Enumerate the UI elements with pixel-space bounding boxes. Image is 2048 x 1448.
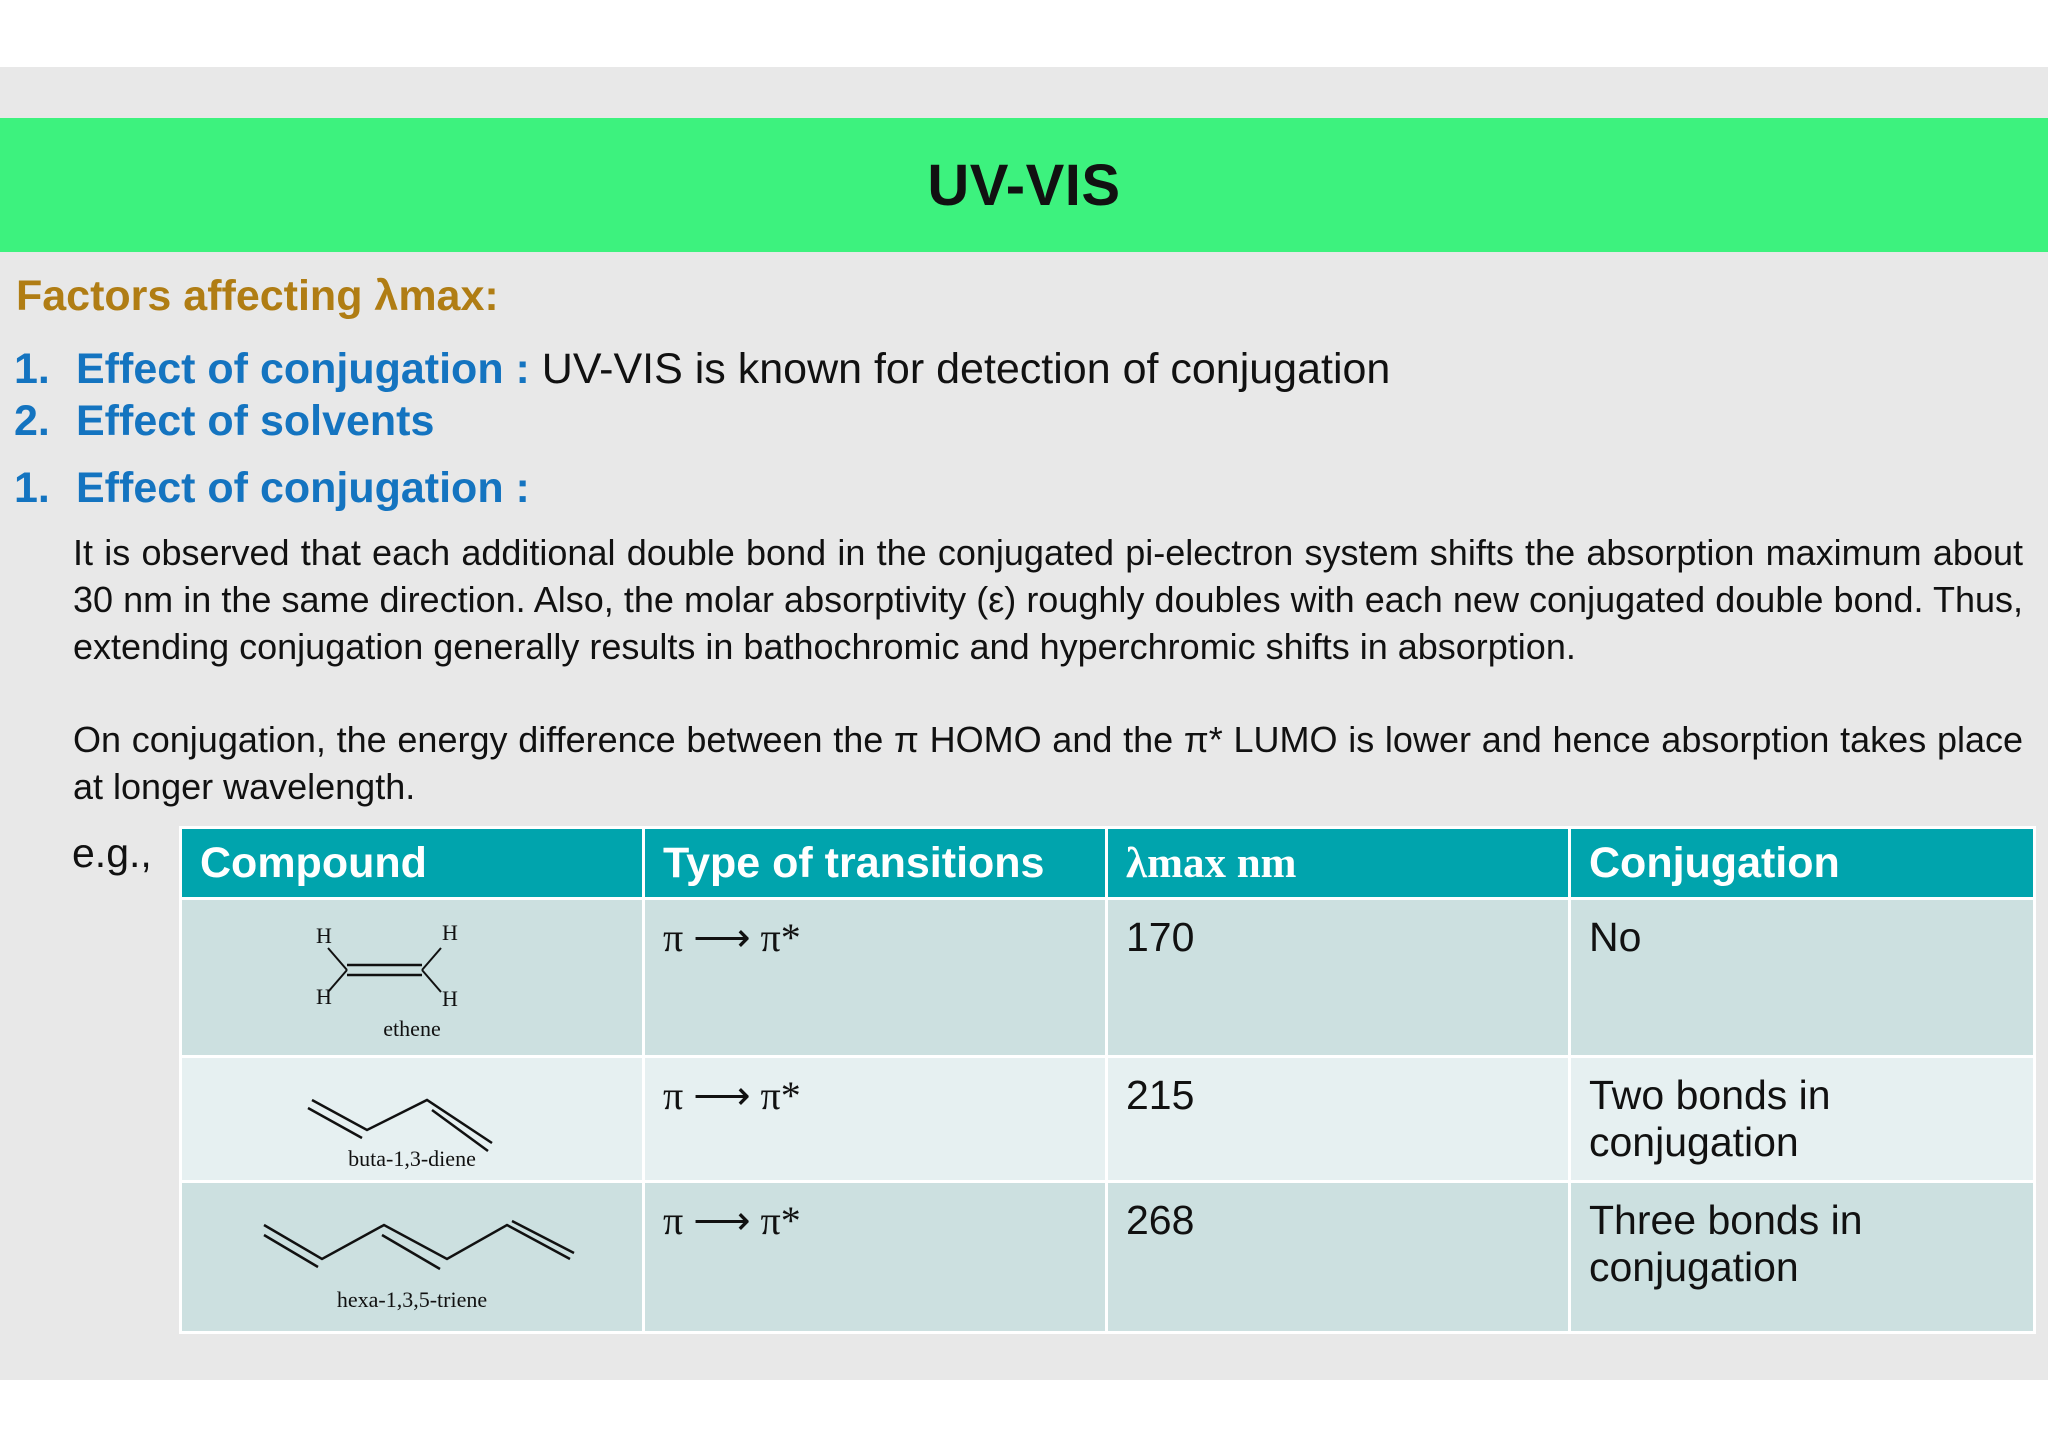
hydrogen-label: H (316, 984, 332, 1009)
list-number: 1. (14, 345, 50, 393)
compound-name: ethene (383, 1016, 441, 1041)
table-row (181, 1182, 2035, 1333)
paragraph-energy: On conjugation, the energy difference between the π HOMO and the π* LUMO is lower and hence absorption takes place at longer wavelength. (73, 719, 2023, 807)
compound-name: buta-1,3-diene (348, 1146, 476, 1171)
table-header-row (181, 828, 2035, 899)
compound-cell (181, 899, 644, 1057)
section-heading (14, 464, 530, 513)
compound-cell (181, 1182, 644, 1333)
header-lambda-max: λmax nm (1107, 828, 1570, 899)
list-item-solvents (14, 397, 434, 446)
transition-cell: π ⟶ π* (644, 899, 1107, 1057)
factors-heading: Factors affecting λmax: (16, 272, 499, 320)
list-label: Effect of solvents (76, 397, 435, 445)
table-row (181, 899, 2035, 1057)
hydrogen-label: H (442, 920, 458, 945)
compound-name: hexa-1,3,5-triene (336, 1287, 488, 1312)
conjugation-cell: Two bonds in conjugation (1570, 1057, 2035, 1182)
compounds-table (179, 826, 2036, 1334)
list-text: UV-VIS is known for detection of conjugation (529, 345, 1391, 393)
transition-cell: π ⟶ π* (644, 1057, 1107, 1182)
table-row (181, 1057, 2035, 1182)
list-label: Effect of conjugation : (76, 345, 530, 393)
transition-cell: π ⟶ π* (644, 1182, 1107, 1333)
header-compound: Compound (181, 828, 644, 899)
hydrogen-label: H (442, 986, 458, 1011)
lambda-cell: 268 (1107, 1182, 1570, 1333)
section-label: Effect of conjugation : (76, 464, 530, 512)
paragraph-conjugation: It is observed that each additional double bond in the conjugated pi-electron system shifts the absorption maximum about 30 nm in the same direction. Also, the molar absorptivity (ε) roughly doubles with each new conjugated double bond. Thus, extending conjugation generally results in bathochromic and hyperchromic shifts in absorption. (73, 532, 2023, 667)
slide-title: UV-VIS (927, 152, 1121, 218)
lambda-cell: 215 (1107, 1057, 1570, 1182)
list-number: 2. (14, 397, 50, 445)
example-label: e.g., (72, 830, 152, 876)
header-conjugation: Conjugation (1570, 828, 2035, 899)
list-item-conjugation (14, 345, 1390, 394)
section-number: 1. (14, 464, 50, 512)
hydrogen-label: H (316, 923, 332, 948)
conjugation-cell: Three bonds in conjugation (1570, 1182, 2035, 1333)
conjugation-cell: No (1570, 899, 2035, 1057)
compound-cell (181, 1057, 644, 1182)
lambda-cell: 170 (1107, 899, 1570, 1057)
header-transitions: Type of transitions (644, 828, 1107, 899)
title-banner (0, 118, 2048, 252)
